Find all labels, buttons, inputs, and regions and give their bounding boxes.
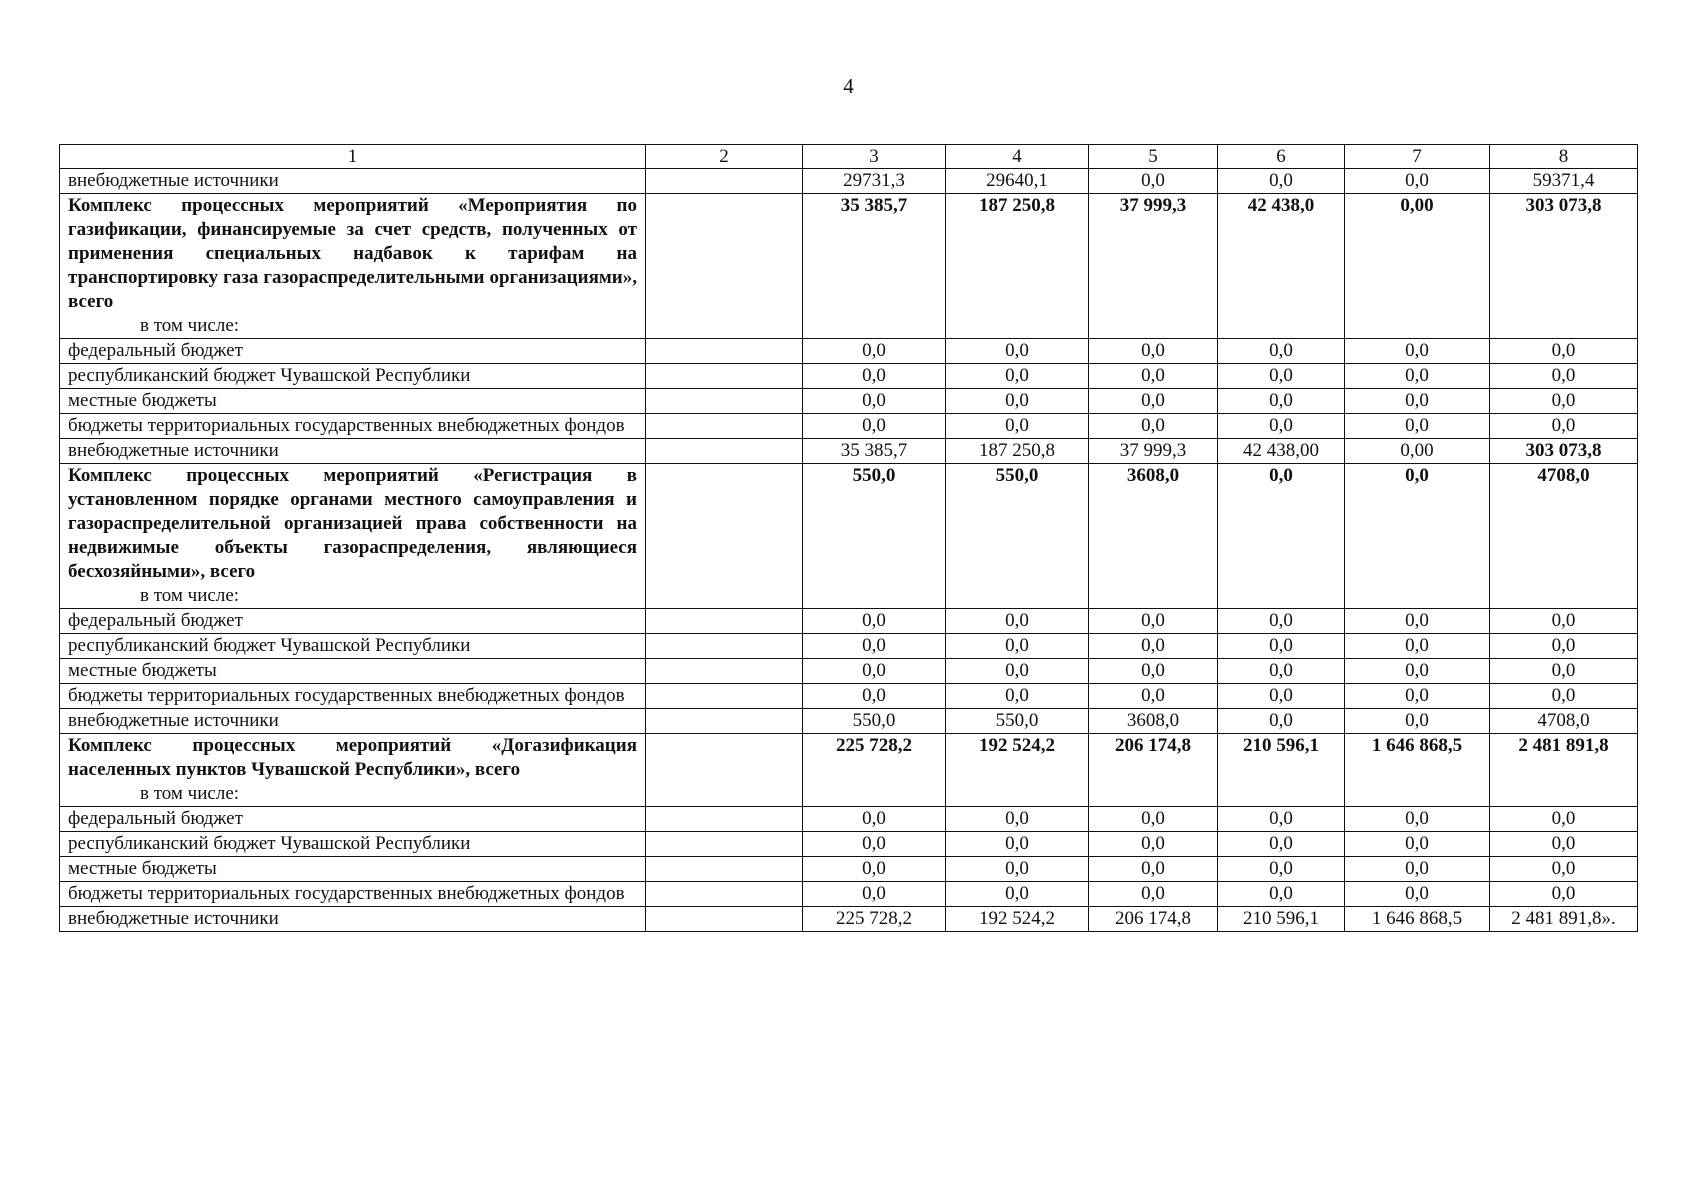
- column-number: 4: [946, 145, 1089, 169]
- value-cell: 0,0: [946, 659, 1089, 684]
- value-cell: 0,0: [946, 634, 1089, 659]
- value-cell: 0,0: [1089, 684, 1218, 709]
- column-2-cell: [646, 634, 803, 659]
- value-cell: 0,0: [1490, 609, 1638, 634]
- column-number: 6: [1218, 145, 1345, 169]
- value-cell: 0,0: [1218, 389, 1345, 414]
- row-label: федеральный бюджет: [60, 339, 646, 364]
- value-cell: 3608,0: [1089, 709, 1218, 734]
- column-2-cell: [646, 807, 803, 832]
- value-cell: 0,0: [1490, 389, 1638, 414]
- column-2-cell: [646, 907, 803, 932]
- value-cell: 42 438,0: [1218, 194, 1345, 339]
- value-cell: 0,00: [1345, 439, 1490, 464]
- value-cell: 0,0: [1345, 659, 1490, 684]
- value-cell: 550,0: [803, 709, 946, 734]
- value-cell: 206 174,8: [1089, 734, 1218, 807]
- value-cell: 0,0: [946, 414, 1089, 439]
- column-number: 5: [1089, 145, 1218, 169]
- value-cell: 37 999,3: [1089, 194, 1218, 339]
- value-cell: 0,0: [1218, 609, 1345, 634]
- value-cell: 0,0: [946, 857, 1089, 882]
- value-cell: 0,0: [803, 609, 946, 634]
- value-cell: 0,0: [1490, 857, 1638, 882]
- value-cell: 4708,0: [1490, 464, 1638, 609]
- table-row-group: [60, 194, 1638, 339]
- value-cell: 0,0: [1089, 659, 1218, 684]
- value-cell: 4708,0: [1490, 709, 1638, 734]
- column-number: 1: [60, 145, 646, 169]
- value-cell: 0,0: [946, 882, 1089, 907]
- value-cell: 2 481 891,8».: [1490, 907, 1638, 932]
- table-row: [60, 439, 1638, 464]
- value-cell: 0,0: [1345, 634, 1490, 659]
- group-sublabel: в том числе:: [140, 783, 240, 804]
- value-cell: 187 250,8: [946, 439, 1089, 464]
- column-2-cell: [646, 389, 803, 414]
- table-row: [60, 857, 1638, 882]
- value-cell: 0,0: [1345, 709, 1490, 734]
- value-cell: 210 596,1: [1218, 734, 1345, 807]
- row-label: республиканский бюджет Чувашской Республики: [60, 364, 646, 389]
- table-row-group: [60, 464, 1638, 609]
- value-cell: 0,0: [1089, 832, 1218, 857]
- value-cell: 0,0: [1345, 882, 1490, 907]
- value-cell: 0,0: [1218, 414, 1345, 439]
- value-cell: 225 728,2: [803, 734, 946, 807]
- value-cell: 0,0: [1218, 807, 1345, 832]
- column-number: 7: [1345, 145, 1490, 169]
- table-row: [60, 339, 1638, 364]
- value-cell: 0,0: [1345, 169, 1490, 194]
- row-label: федеральный бюджет: [60, 609, 646, 634]
- table-row: [60, 609, 1638, 634]
- column-2-cell: [646, 684, 803, 709]
- value-cell: 0,0: [1218, 634, 1345, 659]
- column-number: 3: [803, 145, 946, 169]
- value-cell: 29640,1: [946, 169, 1089, 194]
- value-cell: 35 385,7: [803, 439, 946, 464]
- budget-table: [59, 144, 1638, 932]
- value-cell: 1 646 868,5: [1345, 734, 1490, 807]
- row-label: местные бюджеты: [60, 659, 646, 684]
- value-cell: 550,0: [946, 709, 1089, 734]
- value-cell: 0,0: [803, 634, 946, 659]
- value-cell: 192 524,2: [946, 734, 1089, 807]
- row-label: внебюджетные источники: [60, 907, 646, 932]
- group-title: Комплекс процессных мероприятий «Догазификация населенных пунктов Чувашской Республики», всего: [68, 735, 637, 780]
- value-cell: 0,0: [1218, 659, 1345, 684]
- value-cell: 0,00: [1345, 194, 1490, 339]
- value-cell: 0,0: [1345, 807, 1490, 832]
- table-row: [60, 684, 1638, 709]
- column-2-cell: [646, 857, 803, 882]
- value-cell: 0,0: [1345, 364, 1490, 389]
- value-cell: 42 438,00: [1218, 439, 1345, 464]
- value-cell: 0,0: [803, 659, 946, 684]
- column-2-cell: [646, 882, 803, 907]
- value-cell: 0,0: [946, 609, 1089, 634]
- value-cell: 0,0: [1490, 684, 1638, 709]
- table-row: [60, 634, 1638, 659]
- value-cell: 0,0: [1218, 832, 1345, 857]
- value-cell: 0,0: [1490, 414, 1638, 439]
- row-label: внебюджетные источники: [60, 169, 646, 194]
- value-cell: 0,0: [1345, 414, 1490, 439]
- value-cell: 29731,3: [803, 169, 946, 194]
- column-2-cell: [646, 832, 803, 857]
- value-cell: 0,0: [803, 857, 946, 882]
- value-cell: 0,0: [1490, 832, 1638, 857]
- table-row: [60, 907, 1638, 932]
- value-cell: 0,0: [1089, 339, 1218, 364]
- value-cell: 0,0: [1218, 857, 1345, 882]
- row-label: внебюджетные источники: [60, 709, 646, 734]
- row-label: внебюджетные источники: [60, 439, 646, 464]
- table-body: [60, 169, 1638, 932]
- value-cell: 0,0: [946, 389, 1089, 414]
- value-cell: 0,0: [1345, 832, 1490, 857]
- group-sublabel: в том числе:: [140, 585, 240, 606]
- column-2-cell: [646, 414, 803, 439]
- value-cell: 192 524,2: [946, 907, 1089, 932]
- table-row: [60, 169, 1638, 194]
- value-cell: 0,0: [946, 364, 1089, 389]
- value-cell: 0,0: [946, 832, 1089, 857]
- value-cell: 0,0: [1218, 709, 1345, 734]
- value-cell: 0,0: [1089, 807, 1218, 832]
- table-row: [60, 832, 1638, 857]
- value-cell: 0,0: [1345, 464, 1490, 609]
- value-cell: 0,0: [1218, 169, 1345, 194]
- value-cell: 0,0: [803, 882, 946, 907]
- column-2-cell: [646, 169, 803, 194]
- value-cell: 3608,0: [1089, 464, 1218, 609]
- column-2-cell: [646, 659, 803, 684]
- value-cell: 0,0: [1490, 807, 1638, 832]
- page-number: 4: [843, 74, 854, 98]
- value-cell: 550,0: [803, 464, 946, 609]
- value-cell: 0,0: [1089, 389, 1218, 414]
- value-cell: 0,0: [1218, 684, 1345, 709]
- column-2-cell: [646, 364, 803, 389]
- value-cell: 0,0: [803, 339, 946, 364]
- row-label: республиканский бюджет Чувашской Республики: [60, 832, 646, 857]
- value-cell: 0,0: [1490, 339, 1638, 364]
- table-row: [60, 389, 1638, 414]
- value-cell: 0,0: [1490, 659, 1638, 684]
- value-cell: 0,0: [803, 684, 946, 709]
- row-label: бюджеты территориальных государственных внебюджетных фондов: [60, 414, 646, 439]
- value-cell: 0,0: [1490, 882, 1638, 907]
- value-cell: 0,0: [946, 684, 1089, 709]
- value-cell: 303 073,8: [1490, 439, 1638, 464]
- column-2-cell: [646, 709, 803, 734]
- value-cell: 0,0: [1218, 882, 1345, 907]
- row-label: бюджеты территориальных государственных внебюджетных фондов: [60, 684, 646, 709]
- group-title: Комплекс процессных мероприятий «Регистрация в установленном порядке органами местного самоуправления и газораспределительной организацией права собственности на недвижимые объекты газораспределения, являющиеся бесхозяйными», всего: [68, 465, 637, 582]
- table-row: [60, 709, 1638, 734]
- row-label: [60, 464, 646, 609]
- value-cell: 206 174,8: [1089, 907, 1218, 932]
- value-cell: 0,0: [1089, 634, 1218, 659]
- value-cell: 0,0: [1345, 339, 1490, 364]
- column-2-cell: [646, 464, 803, 609]
- table-header: [60, 145, 1638, 169]
- value-cell: 0,0: [1089, 364, 1218, 389]
- value-cell: 0,0: [946, 339, 1089, 364]
- table-row-group: [60, 734, 1638, 807]
- value-cell: 37 999,3: [1089, 439, 1218, 464]
- table-row: [60, 882, 1638, 907]
- value-cell: 550,0: [946, 464, 1089, 609]
- value-cell: 0,0: [1089, 857, 1218, 882]
- row-label: бюджеты территориальных государственных внебюджетных фондов: [60, 882, 646, 907]
- column-2-cell: [646, 439, 803, 464]
- value-cell: 0,0: [1089, 882, 1218, 907]
- value-cell: 187 250,8: [946, 194, 1089, 339]
- value-cell: 0,0: [803, 364, 946, 389]
- value-cell: 0,0: [1345, 389, 1490, 414]
- value-cell: 35 385,7: [803, 194, 946, 339]
- row-label: федеральный бюджет: [60, 807, 646, 832]
- row-label: [60, 734, 646, 807]
- value-cell: 0,0: [946, 807, 1089, 832]
- row-label: местные бюджеты: [60, 857, 646, 882]
- value-cell: 59371,4: [1490, 169, 1638, 194]
- value-cell: 0,0: [1345, 857, 1490, 882]
- column-number: 8: [1490, 145, 1638, 169]
- value-cell: 2 481 891,8: [1490, 734, 1638, 807]
- row-label: республиканский бюджет Чувашской Республики: [60, 634, 646, 659]
- row-label: местные бюджеты: [60, 389, 646, 414]
- column-2-cell: [646, 734, 803, 807]
- value-cell: 0,0: [803, 807, 946, 832]
- table-row: [60, 364, 1638, 389]
- value-cell: 0,0: [1345, 609, 1490, 634]
- value-cell: 1 646 868,5: [1345, 907, 1490, 932]
- column-2-cell: [646, 339, 803, 364]
- value-cell: 303 073,8: [1490, 194, 1638, 339]
- value-cell: 0,0: [1218, 339, 1345, 364]
- value-cell: 210 596,1: [1218, 907, 1345, 932]
- table-row: [60, 807, 1638, 832]
- value-cell: 0,0: [1089, 414, 1218, 439]
- value-cell: 225 728,2: [803, 907, 946, 932]
- table-row: [60, 414, 1638, 439]
- column-2-cell: [646, 609, 803, 634]
- value-cell: 0,0: [803, 832, 946, 857]
- value-cell: 0,0: [1089, 169, 1218, 194]
- value-cell: 0,0: [1089, 609, 1218, 634]
- value-cell: 0,0: [1218, 464, 1345, 609]
- row-label: [60, 194, 646, 339]
- value-cell: 0,0: [1218, 364, 1345, 389]
- group-sublabel: в том числе:: [140, 315, 240, 336]
- value-cell: 0,0: [803, 414, 946, 439]
- value-cell: 0,0: [803, 389, 946, 414]
- column-numbers-row: [60, 145, 1638, 169]
- value-cell: 0,0: [1490, 364, 1638, 389]
- value-cell: 0,0: [1490, 634, 1638, 659]
- value-cell: 0,0: [1345, 684, 1490, 709]
- table-row: [60, 659, 1638, 684]
- column-number: 2: [646, 145, 803, 169]
- group-title: Комплекс процессных мероприятий «Мероприятия по газификации, финансируемые за счет средств, полученных от применения специальных надбавок к тарифам на транспортировку газа газораспределительными организациями», всего: [68, 195, 637, 312]
- column-2-cell: [646, 194, 803, 339]
